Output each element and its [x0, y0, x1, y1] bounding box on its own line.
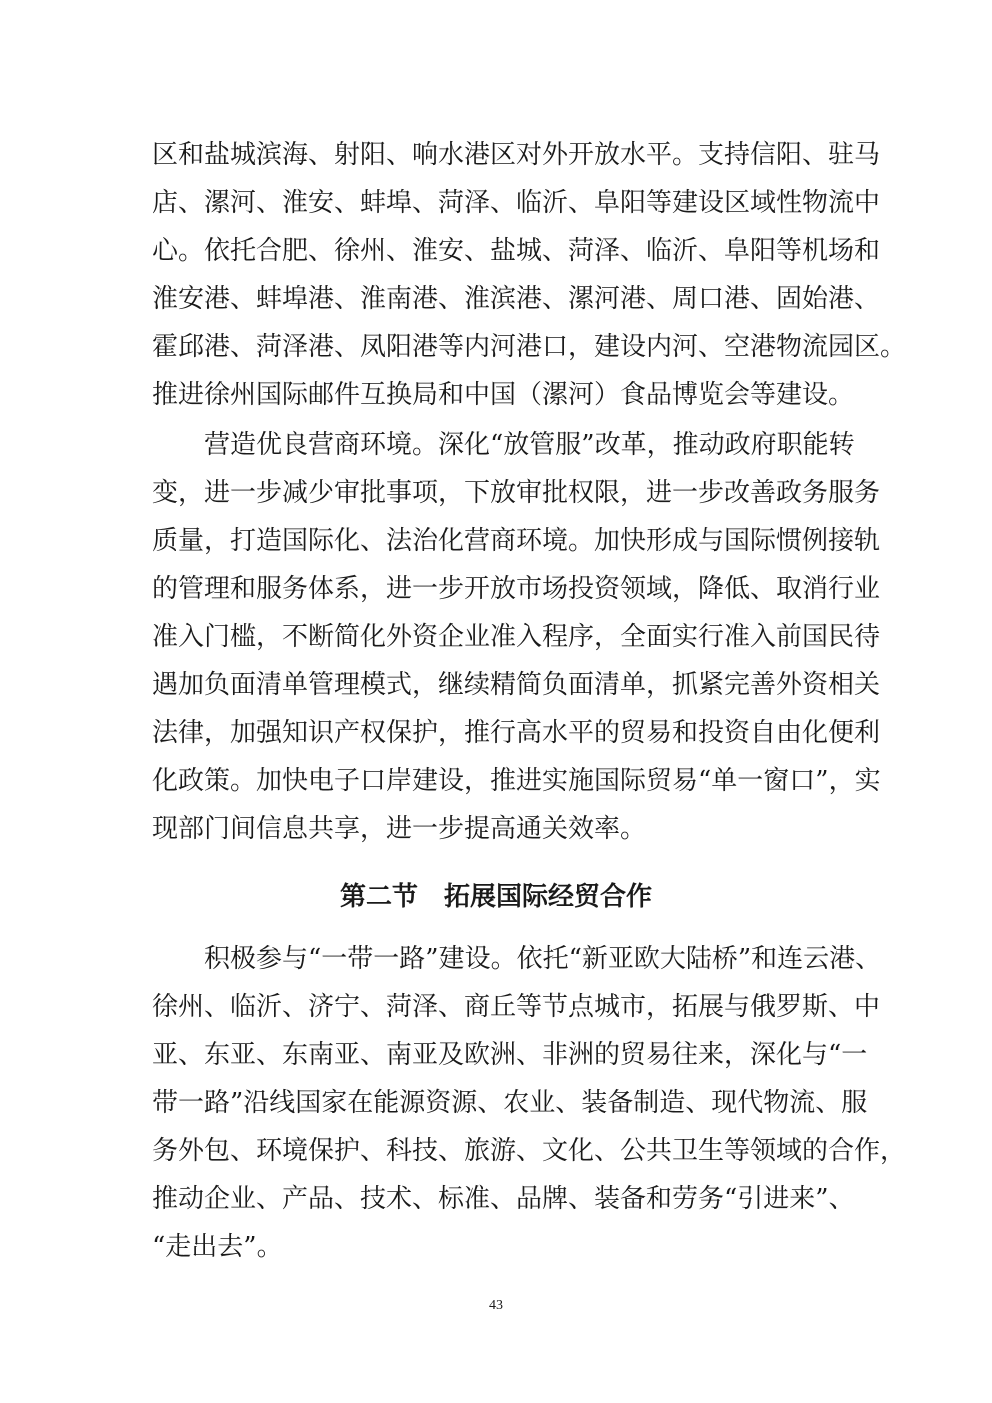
paragraph-line: 霍邱港、菏泽港、凤阳港等内河港口，建设内河、空港物流园区。: [152, 332, 907, 362]
paragraph-line: 现部门间信息共享，进一步提高通关效率。: [152, 814, 647, 844]
paragraph-line: 准入门槛，不断简化外资企业准入程序，全面实行准入前国民待: [152, 622, 881, 652]
paragraph-line: “走出去”。: [152, 1232, 283, 1262]
paragraph-line: 务外包、环境保护、科技、旅游、文化、公共卫生等领域的合作，: [152, 1136, 907, 1166]
paragraph-line: 质量，打造国际化、法治化营商环境。加快形成与国际惯例接轨: [152, 526, 881, 556]
section-heading: 第二节 拓展国际经贸合作: [339, 882, 652, 912]
paragraph-line: 淮安港、蚌埠港、淮南港、淮滨港、漯河港、周口港、固始港、: [152, 284, 881, 314]
paragraph-line: 店、漯河、淮安、蚌埠、菏泽、临沂、阜阳等建设区域性物流中: [152, 188, 881, 218]
paragraph-line: 遇加负面清单管理模式，继续精简负面清单，抓紧完善外资相关: [152, 670, 881, 700]
paragraph-line: 的管理和服务体系，进一步开放市场投资领域，降低、取消行业: [152, 574, 881, 604]
paragraph-line: 化政策。加快电子口岸建设，推进实施国际贸易“单一窗口”，实: [152, 766, 881, 796]
paragraph-line: 变，进一步减少审批事项，下放审批权限，进一步改善政务服务: [152, 478, 881, 508]
paragraph-line: 区和盐城滨海、射阳、响水港区对外开放水平。支持信阳、驻马: [152, 140, 881, 170]
paragraph-line: 亚、东亚、东南亚、南亚及欧洲、非洲的贸易往来，深化与“一: [152, 1040, 868, 1070]
paragraph-line: 积极参与“一带一路”建设。依托“新亚欧大陆桥”和连云港、: [204, 944, 882, 974]
paragraph-line: 推动企业、产品、技术、标准、品牌、装备和劳务“引进来”、: [152, 1184, 855, 1214]
paragraph-line: 推进徐州国际邮件互换局和中国（漯河）食品博览会等建设。: [152, 380, 855, 410]
page-number: 43: [489, 1298, 503, 1313]
paragraph-line: 心。依托合肥、徐州、淮安、盐城、菏泽、临沂、阜阳等机场和: [152, 236, 881, 266]
paragraph-line: 徐州、临沂、济宁、菏泽、商丘等节点城市，拓展与俄罗斯、中: [152, 992, 881, 1022]
paragraph-line: 营造优良营商环境。深化“放管服”改革，推动政府职能转: [204, 430, 855, 460]
paragraph-line: 法律，加强知识产权保护，推行高水平的贸易和投资自由化便利: [152, 718, 881, 748]
paragraph-line: 带一路”沿线国家在能源资源、农业、装备制造、现代物流、服: [152, 1088, 868, 1118]
